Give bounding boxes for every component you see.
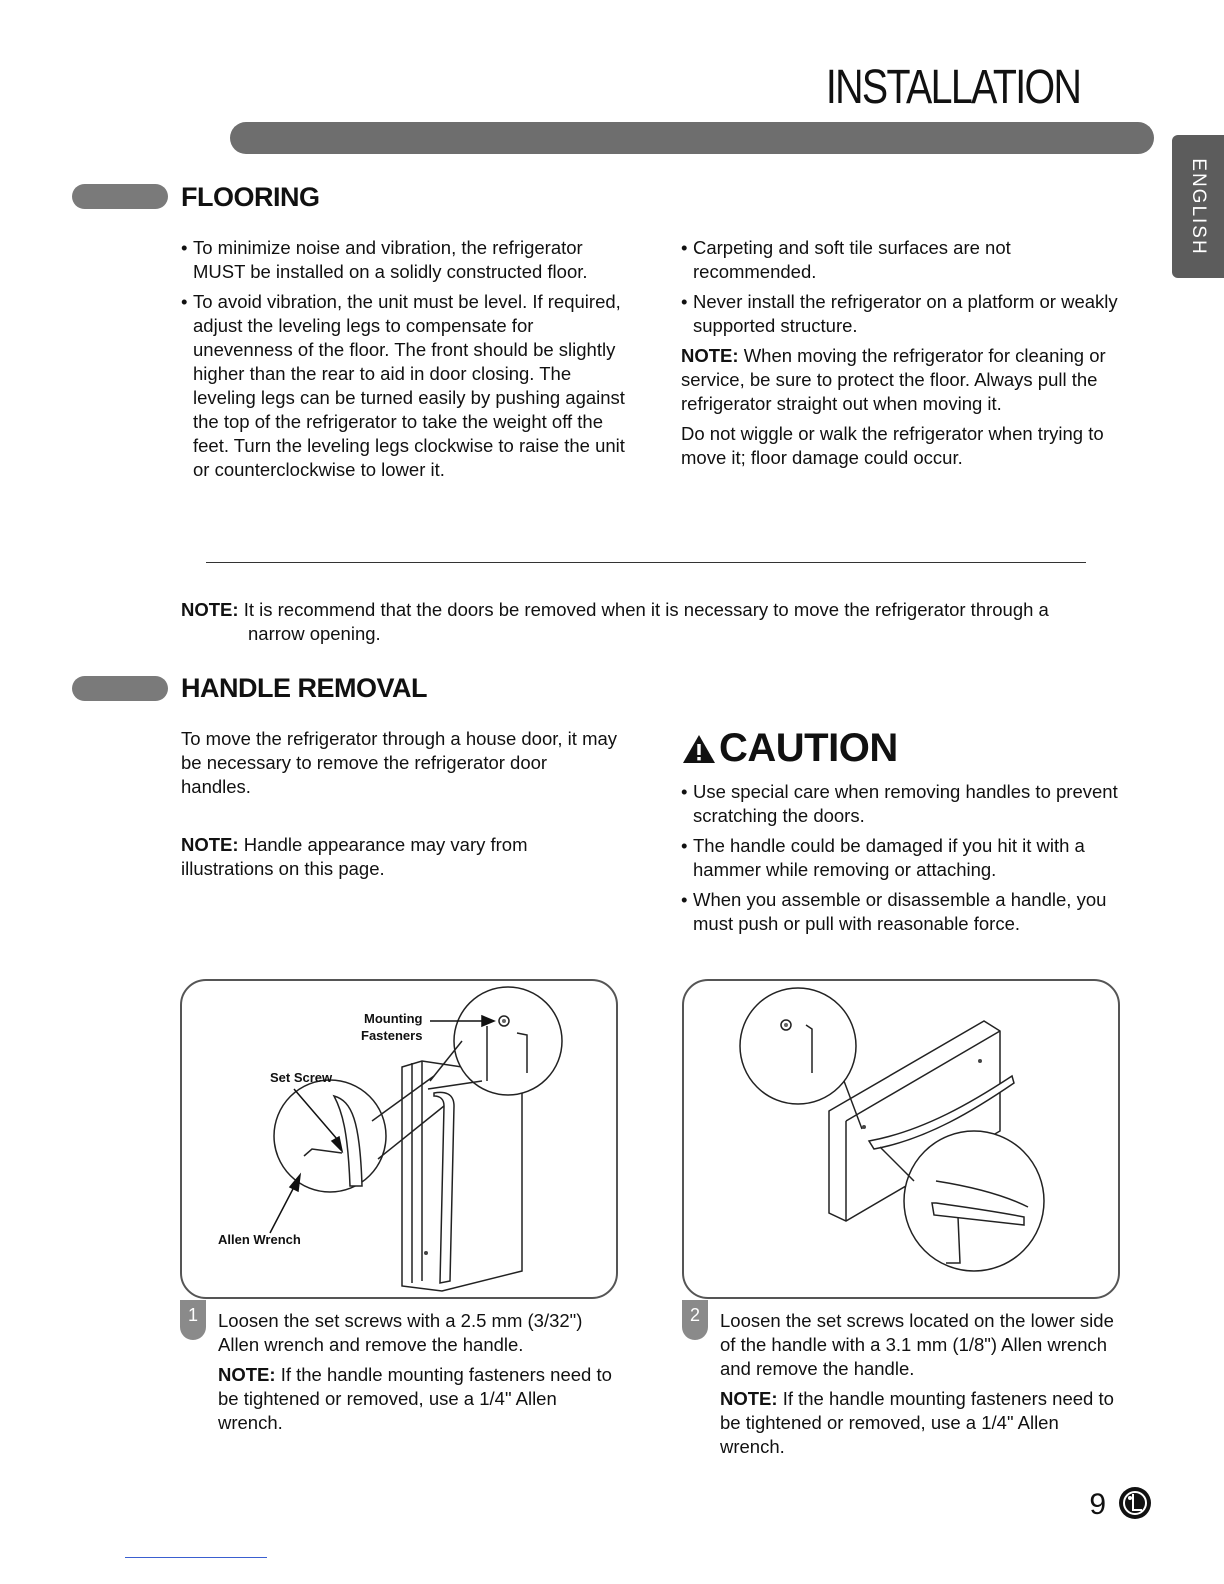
list-item: • To avoid vibration, the unit must be level. If required, adjust the leveling legs to compensate for unevenness of the floor. The front should be slightly higher than the rear to aid in door closing. The leveling legs can be turned easily by pushing against the top of the refrigerator to take the weight off the feet. Turn the leveling legs clockwise to raise the unit or counterclockwise to lower it.	[181, 291, 625, 480]
language-tab	[1172, 135, 1224, 278]
list-item: • Carpeting and soft tile surfaces are not recommended.	[681, 237, 1011, 282]
step-1-instructions: Loosen the set screws with a 2.5 mm (3/32") Allen wrench and remove the handle. NOTE: If the handle mounting fasteners need to be tightened or removed, use a 1/4" Allen wrench.	[218, 1310, 612, 1433]
list-item: • When you assemble or disassemble a handle, you must push or pull with reasonable force.	[681, 889, 1107, 934]
handle-removal-note: NOTE: Handle appearance may vary from illustrations on this page.	[181, 834, 528, 879]
step-badge-2: 2	[682, 1300, 708, 1340]
figure-handle-removal-2	[682, 979, 1120, 1299]
page-number: 9	[1089, 1488, 1106, 1521]
figure-handle-removal-1	[180, 979, 618, 1299]
list-item: • Use special care when removing handles to prevent scratching the doors.	[681, 781, 1118, 826]
section-divider	[206, 562, 1086, 563]
flooring-marker	[72, 184, 168, 209]
brand-logo-icon	[1118, 1486, 1152, 1520]
caution-heading: CAUTION	[681, 726, 898, 771]
list-item: • To minimize noise and vibration, the refrigerator MUST be installed on a solidly constructed floor.	[181, 237, 588, 282]
handle-removal-heading: HANDLE REMOVAL	[181, 673, 427, 703]
warning-triangle-icon	[681, 733, 717, 765]
flooring-right-column	[681, 236, 1121, 470]
flooring-note: NOTE: When moving the refrigerator for cleaning or service, be sure to protect the floor. Always pull the refrigerator straight out when moving it.	[681, 345, 1106, 414]
caution-list	[681, 780, 1121, 942]
figure-label-fasteners: Fasteners	[361, 1028, 423, 1043]
figure-label-mounting: Mounting	[364, 1011, 423, 1026]
handle-removal-intro: To move the refrigerator through a house door, it may be necessary to remove the refrigerator door handles.	[181, 728, 618, 797]
flooring-heading: FLOORING	[181, 182, 320, 212]
page-title: INSTALLATION	[825, 61, 1080, 114]
language-tab-label: ENGLISH	[1188, 157, 1209, 256]
figure-label-set-screw: Set Screw	[270, 1070, 333, 1085]
handle-illustration-2	[684, 981, 1120, 1299]
figure-label-allen-wrench: Allen Wrench	[218, 1232, 301, 1247]
footer-rule	[125, 1557, 267, 1558]
list-item: • Never install the refrigerator on a platform or weakly supported structure.	[681, 291, 1118, 336]
step-2-instructions: Loosen the set screws located on the lower side of the handle with a 3.1 mm (1/8") Allen wrench and remove the handle. NOTE: If the handle mounting fasteners need to be tightened or removed, use a 1/4" Allen wrench.	[720, 1310, 1114, 1457]
flooring-note-extra: Do not wiggle or walk the refrigerator when trying to move it; floor damage could occur.	[681, 423, 1104, 468]
door-removal-note: NOTE: It is recommend that the doors be removed when it is necessary to move the refrigerator through a narrow opening.	[181, 599, 1049, 644]
step-badge-1: 1	[180, 1300, 206, 1340]
list-item: • The handle could be damaged if you hit it with a hammer while removing or attaching.	[681, 835, 1085, 880]
title-bar	[230, 122, 1154, 154]
handle-removal-marker	[72, 676, 168, 701]
flooring-left-column	[181, 236, 637, 488]
